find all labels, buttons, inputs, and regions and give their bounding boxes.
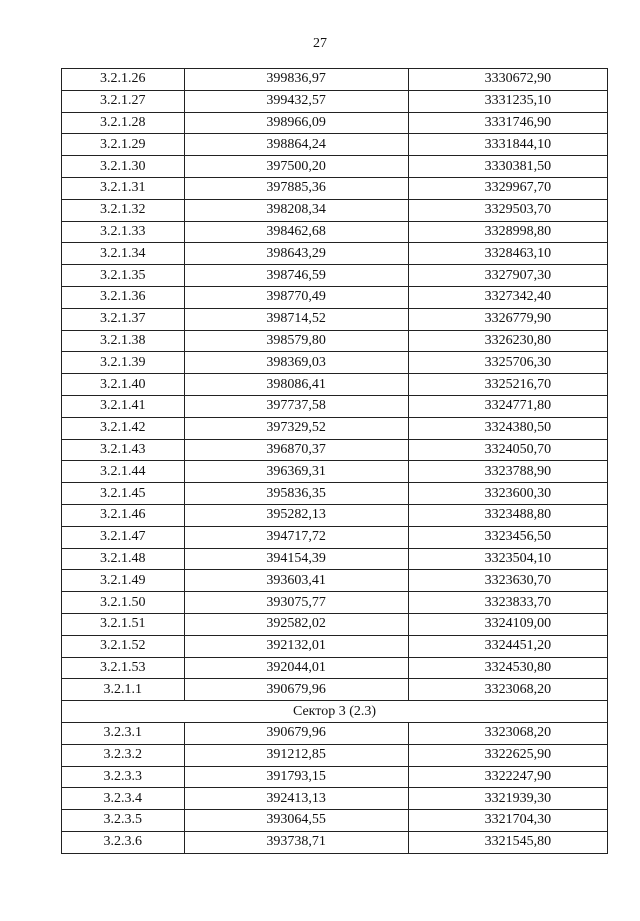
y-coordinate-value: 3329503,70 [484, 202, 552, 218]
x-coordinate-cell: 397329,52 [184, 417, 408, 439]
section-label: Сектор 3 (2.3) [62, 701, 608, 723]
table-row [62, 526, 608, 548]
point-id-cell: 3.2.1.46 [62, 504, 185, 526]
section-header-group [62, 701, 608, 723]
point-id-cell: 3.2.1.28 [62, 112, 185, 134]
table-row [62, 177, 608, 199]
x-coordinate-cell: 390679,96 [184, 679, 408, 701]
point-id-cell: 3.2.1.29 [62, 134, 185, 156]
section-row [62, 701, 608, 723]
x-coordinate-cell: 396870,37 [184, 439, 408, 461]
x-coordinate-cell: 394717,72 [184, 526, 408, 548]
y-coordinate-value: 3325216,70 [484, 376, 552, 392]
y-coordinate-value: 3321939,30 [484, 790, 552, 806]
table-row [62, 395, 608, 417]
point-id-cell: 3.2.1.45 [62, 483, 185, 505]
point-id-cell: 3.2.1.42 [62, 417, 185, 439]
table-row [62, 352, 608, 374]
point-id-cell: 3.2.3.3 [62, 766, 185, 788]
table-row [62, 788, 608, 810]
point-id-cell: 3.2.1.34 [62, 243, 185, 265]
y-coordinate-value: 3327342,40 [484, 289, 552, 305]
point-id-cell: 3.2.3.4 [62, 788, 185, 810]
y-coordinate-cell [408, 483, 607, 505]
table-row [62, 330, 608, 352]
y-coordinate-value: 3323504,10 [484, 550, 552, 566]
y-coordinate-cell [408, 657, 607, 679]
y-coordinate-cell [408, 548, 607, 570]
y-coordinate-cell [408, 679, 607, 701]
point-id-cell: 3.2.3.5 [62, 810, 185, 832]
y-coordinate-value: 3325706,30 [484, 354, 552, 370]
table-row [62, 722, 608, 744]
y-coordinate-cell [408, 177, 607, 199]
x-coordinate-cell: 395282,13 [184, 504, 408, 526]
y-coordinate-cell [408, 330, 607, 352]
x-coordinate-cell: 398714,52 [184, 308, 408, 330]
point-id-cell: 3.2.1.51 [62, 613, 185, 635]
y-coordinate-value: 3322625,90 [484, 747, 552, 763]
y-coordinate-cell [408, 722, 607, 744]
y-coordinate-value: 3324771,80 [484, 398, 552, 414]
table-row [62, 439, 608, 461]
table-row [62, 69, 608, 91]
y-coordinate-value: 3324050,70 [484, 441, 552, 457]
x-coordinate-cell: 392413,13 [184, 788, 408, 810]
y-coordinate-cell [408, 243, 607, 265]
point-id-cell: 3.2.1.1 [62, 679, 185, 701]
y-coordinate-value: 3326779,90 [484, 311, 552, 327]
y-coordinate-value: 3323456,50 [484, 529, 552, 545]
y-coordinate-value: 3324109,00 [484, 616, 552, 632]
x-coordinate-cell: 398579,80 [184, 330, 408, 352]
y-coordinate-cell [408, 69, 607, 91]
table-row [62, 461, 608, 483]
point-id-cell: 3.2.1.44 [62, 461, 185, 483]
point-id-cell: 3.2.1.39 [62, 352, 185, 374]
y-coordinate-value: 3323488,80 [484, 507, 552, 523]
table-row [62, 156, 608, 178]
x-coordinate-cell: 397500,20 [184, 156, 408, 178]
table-row [62, 504, 608, 526]
table-row [62, 766, 608, 788]
x-coordinate-cell: 399432,57 [184, 90, 408, 112]
y-coordinate-cell [408, 286, 607, 308]
x-coordinate-cell: 398462,68 [184, 221, 408, 243]
y-coordinate-value: 3326230,80 [484, 332, 552, 348]
y-coordinate-cell [408, 439, 607, 461]
x-coordinate-cell: 390679,96 [184, 722, 408, 744]
y-coordinate-value: 3321545,80 [484, 834, 552, 850]
point-id-cell: 3.2.1.35 [62, 265, 185, 287]
x-coordinate-cell: 393603,41 [184, 570, 408, 592]
table-row [62, 548, 608, 570]
y-coordinate-value: 3324380,50 [484, 420, 552, 436]
table-row [62, 374, 608, 396]
coordinates-rows-group [62, 722, 608, 853]
y-coordinate-value: 3331235,10 [484, 93, 552, 109]
point-id-cell: 3.2.1.40 [62, 374, 185, 396]
x-coordinate-cell: 394154,39 [184, 548, 408, 570]
y-coordinate-value: 3329967,70 [484, 180, 552, 196]
y-coordinate-cell [408, 352, 607, 374]
x-coordinate-cell: 398966,09 [184, 112, 408, 134]
table-row [62, 831, 608, 853]
point-id-cell: 3.2.1.36 [62, 286, 185, 308]
y-coordinate-cell [408, 90, 607, 112]
x-coordinate-cell: 399836,97 [184, 69, 408, 91]
point-id-cell: 3.2.1.32 [62, 199, 185, 221]
coordinates-rows-group [62, 69, 608, 701]
y-coordinate-cell [408, 526, 607, 548]
table-row [62, 810, 608, 832]
x-coordinate-cell: 393075,77 [184, 592, 408, 614]
table-row [62, 613, 608, 635]
y-coordinate-cell [408, 308, 607, 330]
point-id-cell: 3.2.1.27 [62, 90, 185, 112]
point-id-cell: 3.2.1.52 [62, 635, 185, 657]
point-id-cell: 3.2.1.33 [62, 221, 185, 243]
y-coordinate-value: 3323068,20 [484, 725, 552, 741]
y-coordinate-value: 3328463,10 [484, 245, 552, 261]
y-coordinate-cell [408, 395, 607, 417]
x-coordinate-cell: 397737,58 [184, 395, 408, 417]
table-row [62, 570, 608, 592]
point-id-cell: 3.2.1.53 [62, 657, 185, 679]
table-row [62, 592, 608, 614]
table-row [62, 134, 608, 156]
point-id-cell: 3.2.1.38 [62, 330, 185, 352]
y-coordinate-value: 3324530,80 [484, 659, 552, 675]
x-coordinate-cell: 398746,59 [184, 265, 408, 287]
point-id-cell: 3.2.1.31 [62, 177, 185, 199]
y-coordinate-value: 3328998,80 [484, 223, 552, 239]
page-number: 27 [313, 36, 327, 51]
y-coordinate-cell [408, 635, 607, 657]
x-coordinate-cell: 392132,01 [184, 635, 408, 657]
y-coordinate-value: 3331746,90 [484, 114, 552, 130]
point-id-cell: 3.2.1.30 [62, 156, 185, 178]
y-coordinate-cell [408, 156, 607, 178]
table-row [62, 679, 608, 701]
y-coordinate-value: 3327907,30 [484, 267, 552, 283]
y-coordinate-value: 3331844,10 [484, 136, 552, 152]
y-coordinate-cell [408, 504, 607, 526]
y-coordinate-cell [408, 417, 607, 439]
x-coordinate-cell: 398369,03 [184, 352, 408, 374]
table-row [62, 221, 608, 243]
x-coordinate-cell: 398643,29 [184, 243, 408, 265]
table-row [62, 657, 608, 679]
y-coordinate-value: 3323788,90 [484, 463, 552, 479]
y-coordinate-cell [408, 374, 607, 396]
y-coordinate-value: 3323068,20 [484, 681, 552, 697]
y-coordinate-cell [408, 744, 607, 766]
table-row [62, 483, 608, 505]
y-coordinate-value: 3330672,90 [484, 71, 552, 87]
x-coordinate-cell: 393738,71 [184, 831, 408, 853]
point-id-cell: 3.2.1.48 [62, 548, 185, 570]
x-coordinate-cell: 398864,24 [184, 134, 408, 156]
table-row [62, 90, 608, 112]
point-id-cell: 3.2.1.37 [62, 308, 185, 330]
y-coordinate-value: 3321704,30 [484, 812, 552, 828]
y-coordinate-value: 3324451,20 [484, 638, 552, 654]
x-coordinate-cell: 398770,49 [184, 286, 408, 308]
table-row [62, 265, 608, 287]
y-coordinate-value: 3323630,70 [484, 572, 552, 588]
x-coordinate-cell: 392582,02 [184, 613, 408, 635]
x-coordinate-cell: 393064,55 [184, 810, 408, 832]
coordinates-table [61, 68, 608, 854]
y-coordinate-cell [408, 461, 607, 483]
x-coordinate-cell: 396369,31 [184, 461, 408, 483]
x-coordinate-cell: 398208,34 [184, 199, 408, 221]
point-id-cell: 3.2.1.26 [62, 69, 185, 91]
y-coordinate-cell [408, 831, 607, 853]
y-coordinate-value: 3330381,50 [484, 158, 552, 174]
x-coordinate-cell: 397885,36 [184, 177, 408, 199]
x-coordinate-cell: 395836,35 [184, 483, 408, 505]
table-row [62, 635, 608, 657]
point-id-cell: 3.2.1.43 [62, 439, 185, 461]
y-coordinate-cell [408, 265, 607, 287]
point-id-cell: 3.2.1.41 [62, 395, 185, 417]
table-row [62, 286, 608, 308]
y-coordinate-value: 3323600,30 [484, 485, 552, 501]
table-row [62, 243, 608, 265]
y-coordinate-cell [408, 766, 607, 788]
y-coordinate-cell [408, 570, 607, 592]
table-row [62, 199, 608, 221]
y-coordinate-cell [408, 112, 607, 134]
y-coordinate-cell [408, 788, 607, 810]
table-row [62, 112, 608, 134]
point-id-cell: 3.2.1.49 [62, 570, 185, 592]
y-coordinate-cell [408, 810, 607, 832]
point-id-cell: 3.2.3.6 [62, 831, 185, 853]
x-coordinate-cell: 391212,85 [184, 744, 408, 766]
table-row [62, 744, 608, 766]
y-coordinate-value: 3323833,70 [484, 594, 552, 610]
table-row [62, 417, 608, 439]
point-id-cell: 3.2.1.50 [62, 592, 185, 614]
y-coordinate-value: 3322247,90 [484, 768, 552, 784]
x-coordinate-cell: 392044,01 [184, 657, 408, 679]
y-coordinate-cell [408, 592, 607, 614]
point-id-cell: 3.2.3.2 [62, 744, 185, 766]
y-coordinate-cell [408, 134, 607, 156]
x-coordinate-cell: 398086,41 [184, 374, 408, 396]
y-coordinate-cell [408, 199, 607, 221]
point-id-cell: 3.2.3.1 [62, 722, 185, 744]
y-coordinate-cell [408, 221, 607, 243]
table-row [62, 308, 608, 330]
x-coordinate-cell: 391793,15 [184, 766, 408, 788]
point-id-cell: 3.2.1.47 [62, 526, 185, 548]
y-coordinate-cell [408, 613, 607, 635]
